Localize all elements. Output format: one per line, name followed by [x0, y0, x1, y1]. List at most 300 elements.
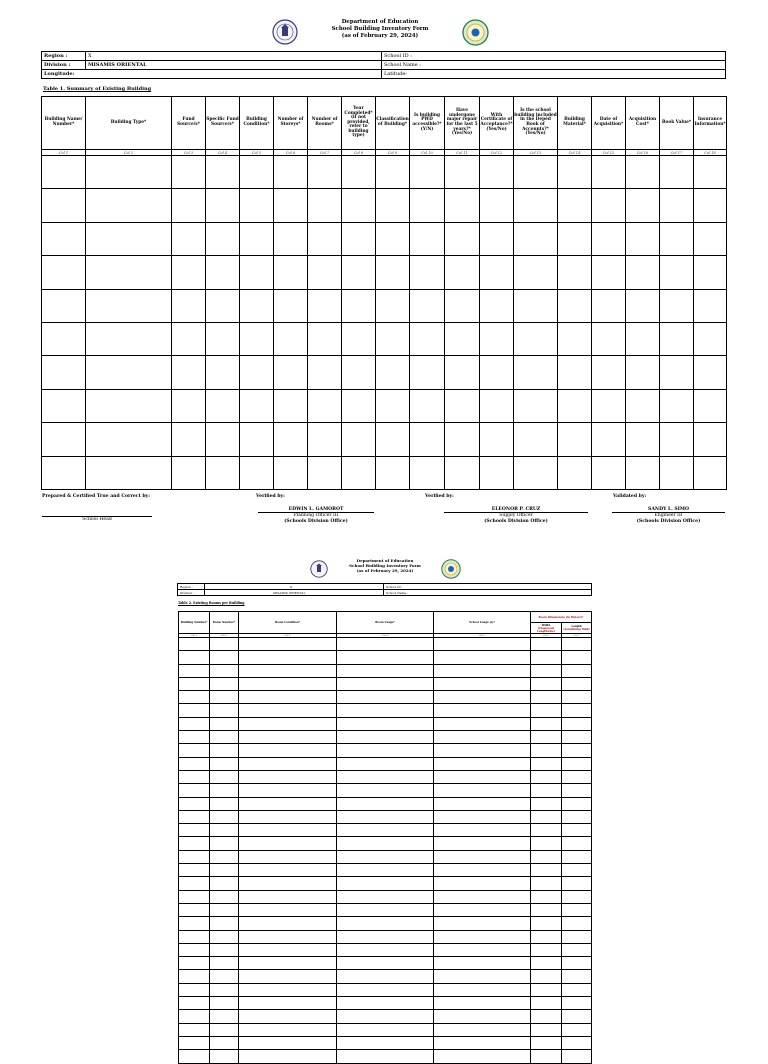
table-cell[interactable]: [592, 289, 626, 322]
table-cell[interactable]: [179, 850, 210, 863]
table-cell[interactable]: [172, 256, 206, 289]
table-cell[interactable]: [514, 389, 558, 422]
table-cell[interactable]: [434, 784, 531, 797]
table-cell[interactable]: [179, 717, 210, 730]
table-cell[interactable]: [206, 156, 240, 189]
table-cell[interactable]: [210, 638, 239, 651]
table-cell[interactable]: [337, 917, 434, 930]
table-cell[interactable]: [210, 824, 239, 837]
table-cell[interactable]: [239, 717, 337, 730]
table-cell[interactable]: [239, 784, 337, 797]
table-cell[interactable]: [42, 256, 86, 289]
table-cell[interactable]: [86, 156, 172, 189]
table-cell[interactable]: [210, 810, 239, 823]
table-cell[interactable]: [210, 877, 239, 890]
table-cell[interactable]: [206, 189, 240, 222]
table-cell[interactable]: [694, 456, 727, 489]
table-cell[interactable]: [376, 256, 410, 289]
table-cell[interactable]: [434, 983, 531, 996]
table-cell[interactable]: [514, 456, 558, 489]
table-cell[interactable]: [558, 456, 592, 489]
table-cell[interactable]: [210, 864, 239, 877]
table-cell[interactable]: [239, 1050, 337, 1063]
table-cell[interactable]: [558, 389, 592, 422]
table-cell[interactable]: [434, 651, 531, 664]
table-cell[interactable]: [239, 970, 337, 983]
table-cell[interactable]: [308, 222, 342, 255]
table-cell[interactable]: [531, 757, 562, 770]
table-cell[interactable]: [342, 156, 376, 189]
table-cell[interactable]: [240, 322, 274, 355]
table-cell[interactable]: [434, 877, 531, 890]
table-cell[interactable]: [410, 456, 445, 489]
table-cell[interactable]: [239, 943, 337, 956]
table-cell[interactable]: [558, 322, 592, 355]
table-cell[interactable]: [308, 289, 342, 322]
table-cell[interactable]: [240, 456, 274, 489]
table-cell[interactable]: [239, 704, 337, 717]
table-cell[interactable]: [434, 1050, 531, 1063]
table-cell[interactable]: [410, 423, 445, 456]
table-cell[interactable]: [531, 651, 562, 664]
table-cell[interactable]: [42, 222, 86, 255]
table-cell[interactable]: [179, 731, 210, 744]
table-cell[interactable]: [592, 189, 626, 222]
table-cell[interactable]: [210, 1023, 239, 1036]
table-cell[interactable]: [308, 389, 342, 422]
table-cell[interactable]: [592, 423, 626, 456]
table-cell[interactable]: [376, 389, 410, 422]
table-cell[interactable]: [558, 289, 592, 322]
table-cell[interactable]: [445, 456, 480, 489]
table-cell[interactable]: [86, 456, 172, 489]
table-cell[interactable]: [179, 997, 210, 1010]
table-cell[interactable]: [342, 356, 376, 389]
table-cell[interactable]: [480, 356, 514, 389]
table-cell[interactable]: [337, 824, 434, 837]
table-cell[interactable]: [210, 850, 239, 863]
table-cell[interactable]: [210, 997, 239, 1010]
table-cell[interactable]: [239, 850, 337, 863]
table-cell[interactable]: [445, 389, 480, 422]
table-cell[interactable]: [434, 1036, 531, 1049]
table-cell[interactable]: [694, 256, 727, 289]
table-cell[interactable]: [206, 256, 240, 289]
table-cell[interactable]: [337, 651, 434, 664]
table-cell[interactable]: [434, 970, 531, 983]
table-cell[interactable]: [562, 731, 592, 744]
table-cell[interactable]: [376, 222, 410, 255]
table-cell[interactable]: [274, 189, 308, 222]
table-cell[interactable]: [480, 289, 514, 322]
table-cell[interactable]: [514, 322, 558, 355]
table-cell[interactable]: [445, 156, 480, 189]
table-cell[interactable]: [179, 837, 210, 850]
table-cell[interactable]: [337, 691, 434, 704]
table-cell[interactable]: [410, 189, 445, 222]
table-cell[interactable]: [592, 322, 626, 355]
table-cell[interactable]: [239, 1010, 337, 1023]
table-cell[interactable]: [410, 356, 445, 389]
table-cell[interactable]: [531, 770, 562, 783]
table-cell[interactable]: [206, 322, 240, 355]
table-cell[interactable]: [210, 943, 239, 956]
table-cell[interactable]: [274, 322, 308, 355]
table-cell[interactable]: [562, 864, 592, 877]
table-cell[interactable]: [626, 289, 660, 322]
table-cell[interactable]: [342, 389, 376, 422]
table-cell[interactable]: [239, 664, 337, 677]
table-cell[interactable]: [86, 289, 172, 322]
table-cell[interactable]: [531, 997, 562, 1010]
table-cell[interactable]: [434, 1010, 531, 1023]
table-cell[interactable]: [445, 356, 480, 389]
table-cell[interactable]: [210, 983, 239, 996]
table-cell[interactable]: [445, 289, 480, 322]
table-cell[interactable]: [337, 1036, 434, 1049]
table-cell[interactable]: [531, 638, 562, 651]
table-cell[interactable]: [562, 997, 592, 1010]
table-cell[interactable]: [434, 810, 531, 823]
table-cell[interactable]: [434, 731, 531, 744]
table-cell[interactable]: [434, 917, 531, 930]
table-cell[interactable]: [480, 456, 514, 489]
table-cell[interactable]: [562, 704, 592, 717]
table-cell[interactable]: [342, 222, 376, 255]
table-cell[interactable]: [308, 356, 342, 389]
table-cell[interactable]: [274, 289, 308, 322]
table-cell[interactable]: [239, 744, 337, 757]
table-cell[interactable]: [337, 770, 434, 783]
table-cell[interactable]: [342, 456, 376, 489]
table-cell[interactable]: [558, 222, 592, 255]
table-cell[interactable]: [514, 156, 558, 189]
table-cell[interactable]: [562, 983, 592, 996]
table-cell[interactable]: [179, 651, 210, 664]
table-cell[interactable]: [434, 930, 531, 943]
table-cell[interactable]: [172, 289, 206, 322]
table-cell[interactable]: [172, 322, 206, 355]
table-cell[interactable]: [514, 423, 558, 456]
table-cell[interactable]: [410, 156, 445, 189]
table-cell[interactable]: [342, 423, 376, 456]
table-cell[interactable]: [531, 704, 562, 717]
table-cell[interactable]: [179, 704, 210, 717]
table-cell[interactable]: [694, 322, 727, 355]
table-cell[interactable]: [179, 797, 210, 810]
table-cell[interactable]: [592, 389, 626, 422]
table-cell[interactable]: [531, 677, 562, 690]
table-cell[interactable]: [179, 770, 210, 783]
table-cell[interactable]: [337, 797, 434, 810]
table-cell[interactable]: [179, 1010, 210, 1023]
table-cell[interactable]: [445, 322, 480, 355]
table-cell[interactable]: [239, 1036, 337, 1049]
table-cell[interactable]: [239, 757, 337, 770]
table-cell[interactable]: [376, 322, 410, 355]
table-cell[interactable]: [626, 256, 660, 289]
table-cell[interactable]: [210, 917, 239, 930]
table-cell[interactable]: [562, 784, 592, 797]
table-cell[interactable]: [337, 890, 434, 903]
table-cell[interactable]: [562, 744, 592, 757]
table-cell[interactable]: [562, 903, 592, 916]
table-cell[interactable]: [274, 256, 308, 289]
table-cell[interactable]: [308, 256, 342, 289]
table-cell[interactable]: [531, 664, 562, 677]
table-cell[interactable]: [239, 917, 337, 930]
table-cell[interactable]: [531, 784, 562, 797]
table-cell[interactable]: [562, 810, 592, 823]
table-cell[interactable]: [562, 1036, 592, 1049]
table-cell[interactable]: [480, 222, 514, 255]
table-cell[interactable]: [210, 731, 239, 744]
table-cell[interactable]: [239, 997, 337, 1010]
table-cell[interactable]: [562, 957, 592, 970]
table-cell[interactable]: [42, 356, 86, 389]
table-cell[interactable]: [210, 930, 239, 943]
table-cell[interactable]: [179, 1050, 210, 1063]
table-cell[interactable]: [660, 423, 694, 456]
table-cell[interactable]: [239, 731, 337, 744]
table-cell[interactable]: [694, 222, 727, 255]
table-cell[interactable]: [239, 797, 337, 810]
table-cell[interactable]: [531, 864, 562, 877]
table-cell[interactable]: [434, 837, 531, 850]
table-cell[interactable]: [562, 651, 592, 664]
table-cell[interactable]: [376, 423, 410, 456]
table-cell[interactable]: [210, 890, 239, 903]
table-cell[interactable]: [445, 256, 480, 289]
table-cell[interactable]: [239, 903, 337, 916]
table-cell[interactable]: [694, 423, 727, 456]
table-cell[interactable]: [206, 389, 240, 422]
table-cell[interactable]: [308, 322, 342, 355]
table-cell[interactable]: [337, 864, 434, 877]
table-cell[interactable]: [531, 957, 562, 970]
table-cell[interactable]: [206, 456, 240, 489]
table-cell[interactable]: [592, 356, 626, 389]
table-cell[interactable]: [210, 784, 239, 797]
table-cell[interactable]: [480, 389, 514, 422]
table-cell[interactable]: [434, 824, 531, 837]
table-cell[interactable]: [240, 156, 274, 189]
table-cell[interactable]: [210, 744, 239, 757]
table-cell[interactable]: [337, 1050, 434, 1063]
table-cell[interactable]: [514, 222, 558, 255]
table-cell[interactable]: [210, 704, 239, 717]
table-cell[interactable]: [240, 423, 274, 456]
table-cell[interactable]: [531, 824, 562, 837]
table-cell[interactable]: [210, 677, 239, 690]
table-cell[interactable]: [434, 1023, 531, 1036]
table-cell[interactable]: [308, 423, 342, 456]
table-cell[interactable]: [179, 677, 210, 690]
table-cell[interactable]: [240, 189, 274, 222]
table-cell[interactable]: [42, 423, 86, 456]
table-cell[interactable]: [376, 189, 410, 222]
table-cell[interactable]: [179, 903, 210, 916]
table-cell[interactable]: [337, 1010, 434, 1023]
table-cell[interactable]: [179, 744, 210, 757]
table-cell[interactable]: [626, 322, 660, 355]
table-cell[interactable]: [342, 256, 376, 289]
table-cell[interactable]: [337, 850, 434, 863]
table-cell[interactable]: [531, 850, 562, 863]
table-cell[interactable]: [308, 156, 342, 189]
table-cell[interactable]: [337, 731, 434, 744]
table-cell[interactable]: [239, 770, 337, 783]
table-cell[interactable]: [337, 638, 434, 651]
table-cell[interactable]: [206, 423, 240, 456]
table-cell[interactable]: [531, 1010, 562, 1023]
table-cell[interactable]: [342, 322, 376, 355]
table-cell[interactable]: [434, 717, 531, 730]
table-cell[interactable]: [274, 456, 308, 489]
table-cell[interactable]: [308, 189, 342, 222]
table-cell[interactable]: [179, 930, 210, 943]
table-cell[interactable]: [531, 691, 562, 704]
table-cell[interactable]: [626, 222, 660, 255]
table-cell[interactable]: [210, 1050, 239, 1063]
table-cell[interactable]: [531, 1050, 562, 1063]
table-cell[interactable]: [434, 864, 531, 877]
table-cell[interactable]: [239, 691, 337, 704]
table-cell[interactable]: [179, 1023, 210, 1036]
table-cell[interactable]: [562, 930, 592, 943]
table-cell[interactable]: [531, 943, 562, 956]
table-cell[interactable]: [434, 997, 531, 1010]
table-cell[interactable]: [210, 717, 239, 730]
table-cell[interactable]: [42, 322, 86, 355]
table-cell[interactable]: [558, 256, 592, 289]
table-cell[interactable]: [434, 850, 531, 863]
table-cell[interactable]: [206, 222, 240, 255]
table-cell[interactable]: [179, 970, 210, 983]
table-cell[interactable]: [274, 356, 308, 389]
table-cell[interactable]: [210, 757, 239, 770]
table-cell[interactable]: [274, 423, 308, 456]
table-cell[interactable]: [337, 997, 434, 1010]
table-cell[interactable]: [562, 850, 592, 863]
table-cell[interactable]: [206, 356, 240, 389]
table-cell[interactable]: [562, 770, 592, 783]
table-cell[interactable]: [179, 917, 210, 930]
table-cell[interactable]: [434, 903, 531, 916]
table-cell[interactable]: [410, 222, 445, 255]
table-cell[interactable]: [660, 156, 694, 189]
table-cell[interactable]: [86, 389, 172, 422]
table-cell[interactable]: [239, 930, 337, 943]
table-cell[interactable]: [179, 638, 210, 651]
table-cell[interactable]: [434, 957, 531, 970]
table-cell[interactable]: [562, 970, 592, 983]
table-cell[interactable]: [172, 189, 206, 222]
table-cell[interactable]: [410, 322, 445, 355]
table-cell[interactable]: [239, 677, 337, 690]
table-cell[interactable]: [531, 930, 562, 943]
table-cell[interactable]: [694, 389, 727, 422]
table-cell[interactable]: [337, 957, 434, 970]
table-cell[interactable]: [172, 456, 206, 489]
table-cell[interactable]: [531, 877, 562, 890]
table-cell[interactable]: [337, 837, 434, 850]
table-cell[interactable]: [434, 770, 531, 783]
table-cell[interactable]: [434, 664, 531, 677]
table-cell[interactable]: [531, 717, 562, 730]
table-cell[interactable]: [376, 456, 410, 489]
table-cell[interactable]: [337, 810, 434, 823]
table-cell[interactable]: [337, 784, 434, 797]
table-cell[interactable]: [239, 877, 337, 890]
table-cell[interactable]: [42, 389, 86, 422]
table-cell[interactable]: [239, 1023, 337, 1036]
table-cell[interactable]: [558, 156, 592, 189]
table-cell[interactable]: [592, 256, 626, 289]
table-cell[interactable]: [434, 757, 531, 770]
table-cell[interactable]: [626, 456, 660, 489]
table-cell[interactable]: [562, 1023, 592, 1036]
table-cell[interactable]: [239, 638, 337, 651]
table-cell[interactable]: [239, 810, 337, 823]
table-cell[interactable]: [342, 189, 376, 222]
table-cell[interactable]: [172, 389, 206, 422]
table-cell[interactable]: [531, 837, 562, 850]
table-cell[interactable]: [240, 289, 274, 322]
table-cell[interactable]: [210, 970, 239, 983]
table-cell[interactable]: [179, 810, 210, 823]
table-cell[interactable]: [562, 638, 592, 651]
table-cell[interactable]: [210, 957, 239, 970]
table-cell[interactable]: [562, 717, 592, 730]
table-cell[interactable]: [531, 1023, 562, 1036]
table-cell[interactable]: [434, 744, 531, 757]
table-cell[interactable]: [562, 677, 592, 690]
table-cell[interactable]: [239, 983, 337, 996]
table-cell[interactable]: [562, 1050, 592, 1063]
table-cell[interactable]: [626, 156, 660, 189]
table-cell[interactable]: [445, 222, 480, 255]
table-cell[interactable]: [86, 322, 172, 355]
table-cell[interactable]: [210, 651, 239, 664]
table-cell[interactable]: [42, 456, 86, 489]
table-cell[interactable]: [86, 189, 172, 222]
table-cell[interactable]: [480, 189, 514, 222]
table-cell[interactable]: [626, 356, 660, 389]
table-cell[interactable]: [480, 423, 514, 456]
table-cell[interactable]: [445, 423, 480, 456]
table-cell[interactable]: [376, 156, 410, 189]
table-cell[interactable]: [337, 943, 434, 956]
table-cell[interactable]: [660, 289, 694, 322]
table-cell[interactable]: [337, 704, 434, 717]
table-cell[interactable]: [206, 289, 240, 322]
table-cell[interactable]: [592, 156, 626, 189]
table-cell[interactable]: [172, 222, 206, 255]
table-cell[interactable]: [240, 222, 274, 255]
table-cell[interactable]: [210, 837, 239, 850]
table-cell[interactable]: [434, 677, 531, 690]
table-cell[interactable]: [210, 664, 239, 677]
table-cell[interactable]: [42, 289, 86, 322]
table-cell[interactable]: [240, 356, 274, 389]
table-cell[interactable]: [210, 903, 239, 916]
table-cell[interactable]: [172, 356, 206, 389]
table-cell[interactable]: [86, 256, 172, 289]
table-cell[interactable]: [562, 837, 592, 850]
table-cell[interactable]: [86, 423, 172, 456]
table-cell[interactable]: [531, 797, 562, 810]
